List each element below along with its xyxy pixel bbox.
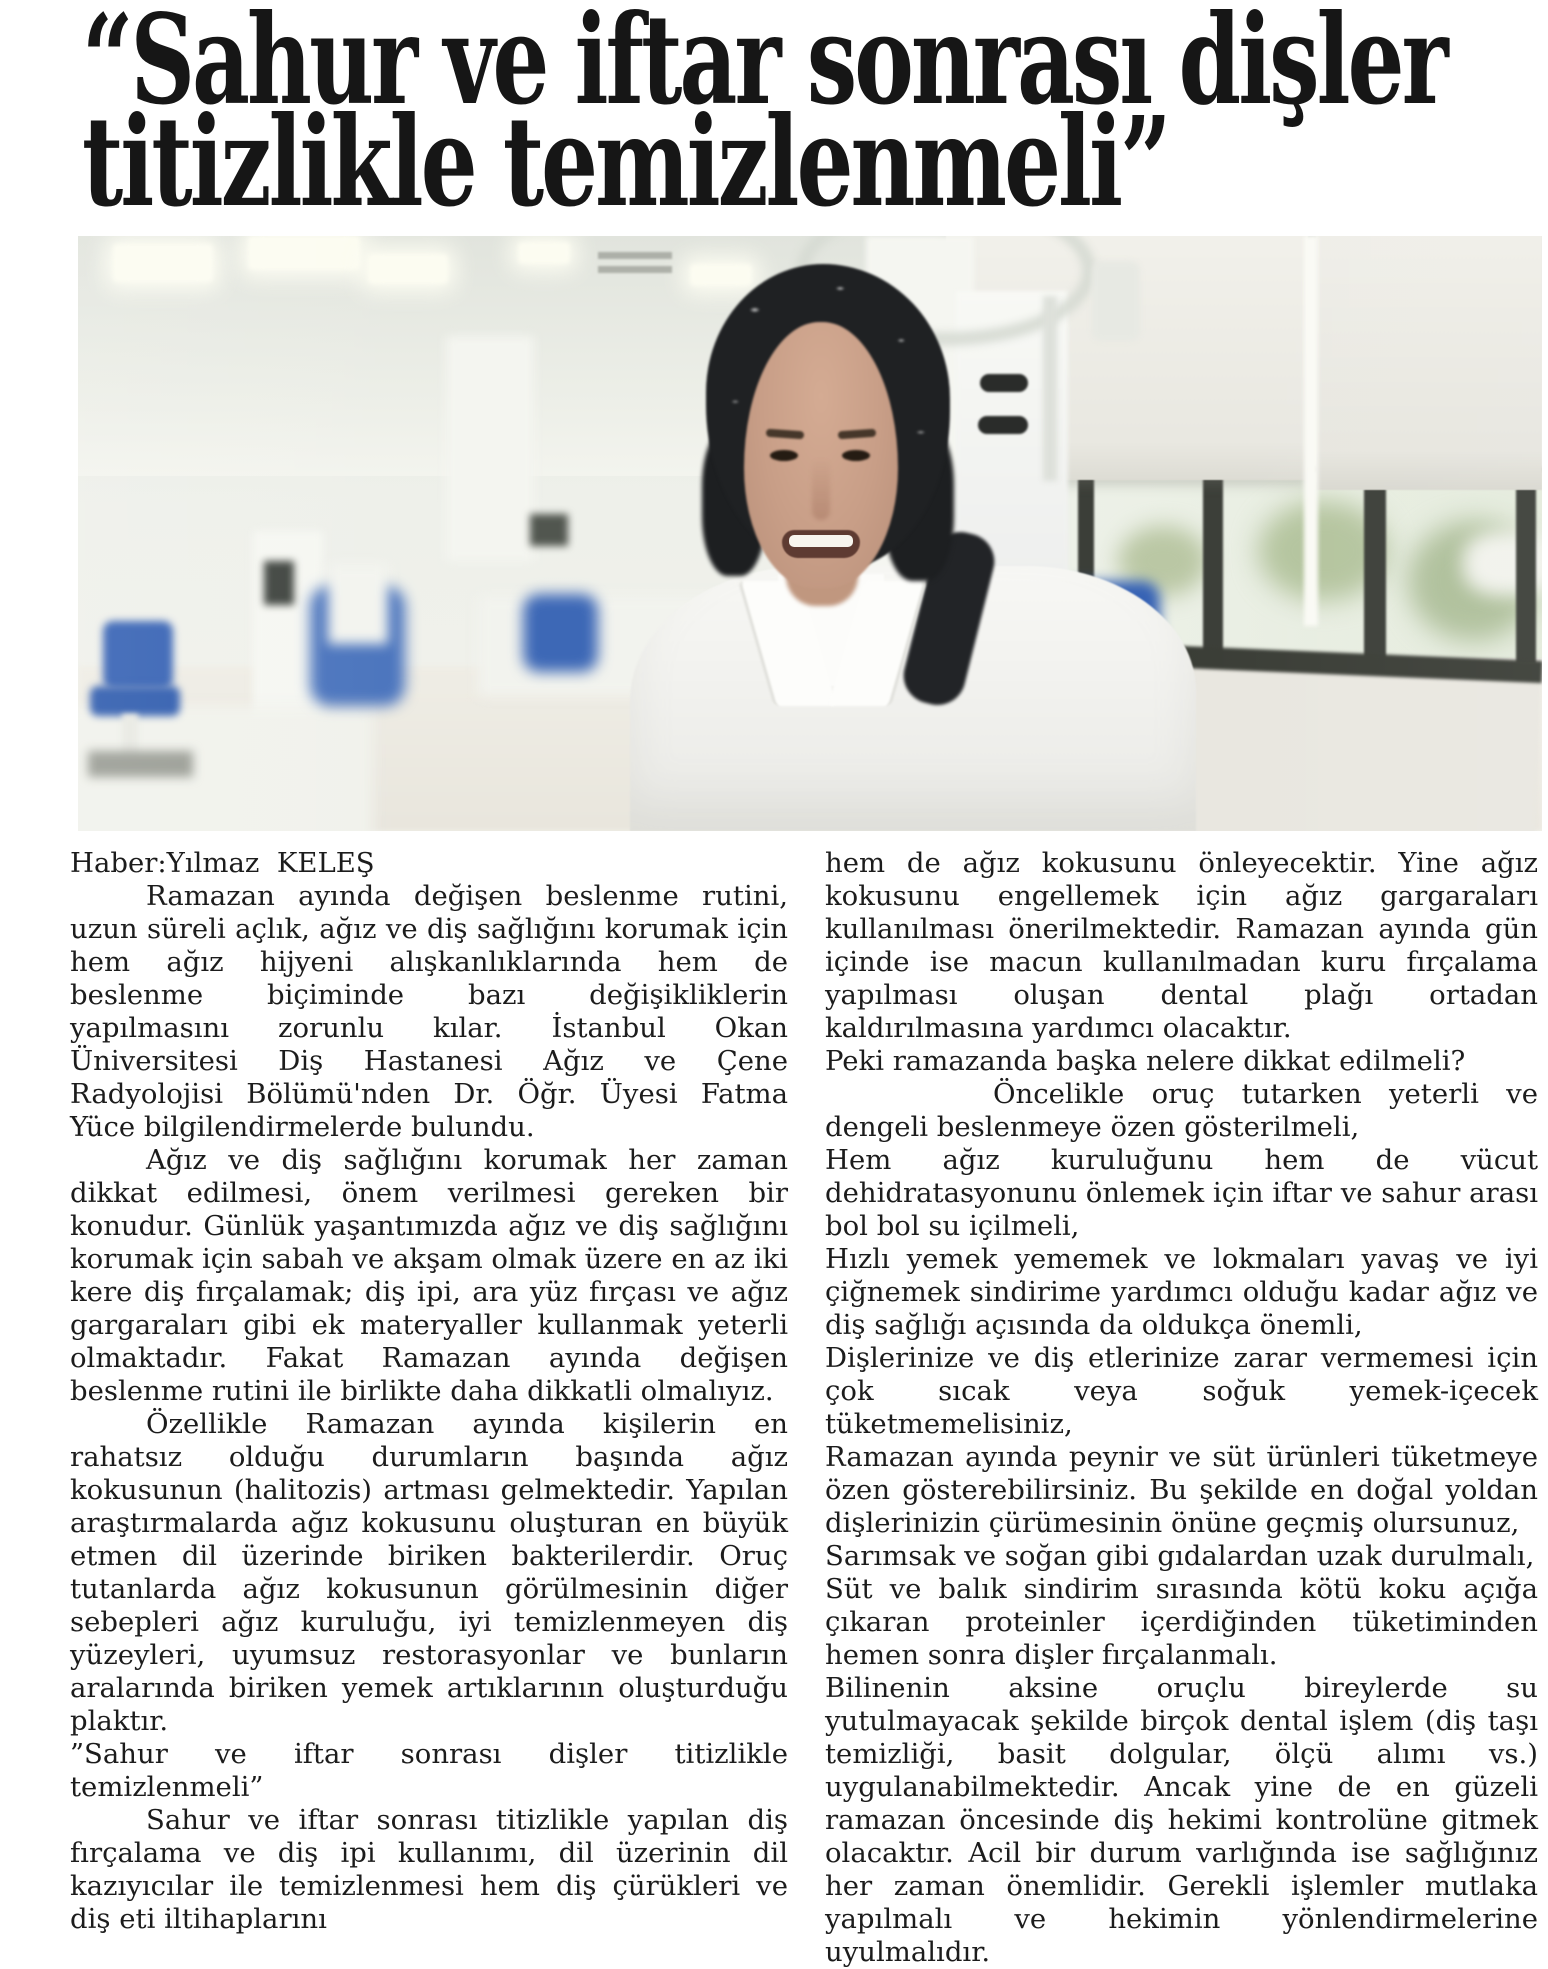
paragraph: Ramazan ayında değişen beslenme rutini, uzun süreli açlık, ağız ve diş sağlığını korumak için hem ağız hijyeni alışkanlıklarında hem de beslenme biçiminde bazı değişikliklerin yapılmasını zorunlu kılar. İstanbul Okan Üniversitesi Diş Hastanesi Ağız ve Çene Radyolojisi Bölümü'nden Dr. Öğr. Üyesi Fatma Yüce bilgilendirmelerde bulundu. bbox=[70, 880, 788, 1143]
ceiling-light-panel bbox=[113, 244, 213, 282]
roller-blind bbox=[1316, 236, 1542, 490]
paragraph: Ramazan ayında peynir ve süt ürünleri tüketmeye özen gösterebilirsiniz. Bu şekilde en doğal yoldan dişlerinizin çürümesinin önüne geçmiş olursunuz, bbox=[825, 1441, 1538, 1539]
ceiling-light-panel bbox=[248, 236, 360, 270]
paragraph: Öncelikle oruç tutarken yeterli ve dengeli beslenmeye özen gösterilmeli, bbox=[825, 1078, 1538, 1143]
paragraph: Bilinenin aksine oruçlu bireylerde su yutulmayacak şekilde birçok dental işlem (diş taşı temizliği, basit dolgular, ölçü alımı vs.) uygulanabilmektedir. Ancak yine de en güzeli ramazan öncesinde diş hekimi kontrolüne gitmek olacaktır. Acil bir durum varlığında ise sağlığınız her zaman önemlidir. Gerekli işlemler mutlaka yapılmalı ve hekimin yönlendirmelerine uyulmalıdır. bbox=[825, 1672, 1538, 1968]
dental-equipment bbox=[328, 564, 388, 644]
paragraph: Hızlı yemek yememek ve lokmaları yavaş ve iyi çiğnemek sindirime yardımcı olduğu kadar ağız ve diş sağlığı açısında da oldukça önemli, bbox=[825, 1243, 1538, 1341]
ceiling-vent bbox=[598, 252, 672, 274]
nose bbox=[812, 458, 830, 520]
headline-text-2: titizlikle temizlenmeli” bbox=[82, 90, 1169, 235]
paragraph: Özellikle Ramazan ayında kişilerin en rahatsız olduğu durumların başında ağız kokusunun (halitozis) artması gelmektedir. Yapılan araştırmalarda ağız kokusunu oluşturan en büyük etmen dil üzerinde biriken bakterilerdir. Oruç tutanlarda ağız kokusunun görülmesinin diğer sebepleri ağız kuruluğu, iyi temizlenmeyen diş yüzeyleri, uyumsuz restorasyonlar ve bunların aralarında biriken yemek artıklarının oluşturduğu plaktır. bbox=[70, 1408, 788, 1737]
headline bbox=[0, 0, 1548, 235]
dental-chair bbox=[523, 594, 598, 672]
teeth bbox=[789, 535, 853, 547]
paragraph: hem de ağız kokusunu önleyecektir. Yine ağız kokusunu engellemek için ağız gargaraları kullanılması önerilmektedir. Ramazan ayında gün içinde ise macun kullanılmadan kuru fırçalama yapılması oluşan dental plağı ortadan kaldırılmasına yardımcı olacaktır. bbox=[825, 847, 1538, 1044]
eye bbox=[770, 450, 798, 461]
paragraph: Hem ağız kuruluğunu hem de vücut dehidratasyonunu önlemek için iftar ve sahur arası bol bol su içilmeli, bbox=[825, 1144, 1538, 1242]
dental-chair bbox=[103, 621, 173, 689]
byline: Haber:Yılmaz KELEŞ bbox=[70, 847, 375, 879]
dental-chair bbox=[90, 686, 180, 716]
ceiling-light-panel bbox=[518, 242, 570, 264]
ceiling-light-panel bbox=[690, 264, 752, 286]
clinic-monitor bbox=[530, 514, 568, 546]
headline-text-1: “Sahur ve iftar sonrası dişler bbox=[82, 0, 1446, 133]
paragraph: Süt ve balık sindirim sırasında kötü koku açığa çıkaran proteinler içerdiğinden tüketiminden hemen sonra dişler fırçalanmalı. bbox=[825, 1573, 1538, 1671]
window-mullion bbox=[1364, 478, 1386, 660]
article-body bbox=[0, 831, 1548, 1969]
cabinet-handle bbox=[978, 416, 1028, 434]
ceiling-light-panel bbox=[368, 254, 448, 284]
paragraph: Sarımsak ve soğan gibi gıdalardan uzak durulmalı, bbox=[825, 1540, 1535, 1572]
dental-lamp-pole bbox=[1043, 296, 1057, 481]
paragraph: Dişlerinize ve diş etlerinize zarar vermemesi için çok sıcak veya soğuk yemek-içecek tüketmemelisiniz, bbox=[825, 1342, 1538, 1440]
left-column bbox=[70, 847, 788, 1969]
paragraph: Ağız ve diş sağlığını korumak her zaman dikkat edilmesi, önem verilmesi gereken bir konudur. Günlük yaşantımızda ağız ve diş sağlığını korumak için sabah ve akşam olmak üzere en az iki kere diş fırçalamak; diş ipi, ara yüz fırçası ve ağız gargaraları gibi ek materyaller kullanmak yeterli olmaktadır. Fakat Ramazan ayında değişen beslenme rutini ile birlikte daha dikkatli olmalıyız. bbox=[70, 1144, 788, 1407]
dental-chair bbox=[88, 751, 193, 777]
window-mullion bbox=[1203, 474, 1223, 657]
cabinet-handle bbox=[980, 374, 1028, 392]
clinic-partition bbox=[446, 336, 534, 561]
article-photo bbox=[78, 236, 1542, 831]
question-line: Peki ramazanda başka nelere dikkat edilmeli? bbox=[825, 1045, 1466, 1077]
subheading: ”Sahur ve iftar sonrası dişler titizlikle temizlenmeli” bbox=[70, 1738, 788, 1803]
dental-lamp-head bbox=[1092, 261, 1140, 341]
blind-gap-highlight bbox=[1304, 236, 1318, 626]
paragraph: Sahur ve iftar sonrası titizlikle yapılan diş fırçalama ve diş ipi kullanımı, dil üzerinin dil kazıyıcılar ile temizlenmesi hem diş çürükleri ve diş eti iltihaplarını bbox=[70, 1804, 788, 1935]
eye bbox=[842, 450, 870, 461]
window-mullion bbox=[1516, 482, 1536, 664]
clinic-monitor bbox=[264, 561, 294, 605]
right-column bbox=[825, 847, 1538, 1969]
